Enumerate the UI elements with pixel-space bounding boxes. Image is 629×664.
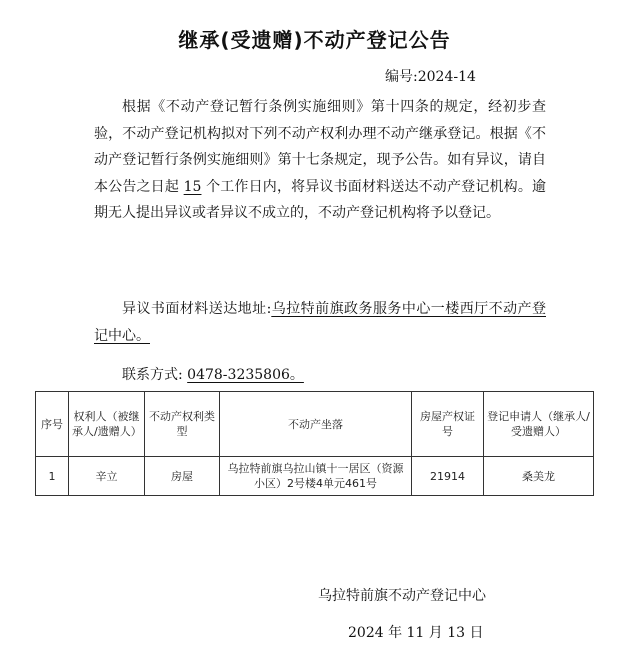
issuer-signature: 乌拉特前旗不动产登记中心 (318, 588, 486, 604)
objection-address-paragraph (94, 296, 546, 349)
objection-days: 15 (183, 178, 202, 195)
cell-location: 乌拉特前旗乌拉山镇十一居区（资源小区）2号楼4单元461号 (220, 457, 412, 496)
notice-paragraph-main (94, 94, 546, 227)
cell-right-holder: 辛立 (69, 457, 145, 496)
paragraph-text-b: 个工作日内，将异议书面材料送达不动产登记机构。逾期无人提出异议或者异议不成立的，不动产登记机构将予以登记。 (94, 178, 546, 221)
contact-phone: 0478-3235806。 (187, 367, 304, 383)
table-header-row (36, 392, 594, 457)
issue-date: 2024 年 11 月 13 日 (348, 625, 484, 641)
cell-applicant: 桑美龙 (484, 457, 594, 496)
header-certificate-no: 房屋产权证号 (412, 392, 484, 457)
table-row (36, 457, 594, 496)
address-label: 异议书面材料送达地址: (122, 301, 272, 317)
contact-paragraph (122, 362, 574, 389)
document-number: 编号:2024-14 (385, 69, 476, 85)
address-value: 乌拉特前旗政务服务中心一楼西厅不动产登记中心。 (94, 301, 546, 344)
header-location: 不动产坐落 (220, 392, 412, 457)
header-index: 序号 (36, 392, 69, 457)
notice-title: 继承(受遗赠)不动产登记公告 (178, 28, 451, 52)
property-table (35, 391, 594, 496)
cell-index: 1 (36, 457, 69, 496)
paragraph-text-a: 根据《不动产登记暂行条例实施细则》第十四条的规定，经初步查验，不动产登记机构拟对下列不动产权利办理不动产继承登记。根据《不动产登记暂行条例实施细则》第十七条规定，现予公告。如有异议，请自本公告之日起 (94, 99, 546, 195)
cell-right-type: 房屋 (145, 457, 220, 496)
contact-label: 联系方式: (122, 367, 188, 383)
cell-certificate-no: 21914 (412, 457, 484, 496)
header-right-holder: 权利人（被继承人/遗赠人） (69, 392, 145, 457)
header-right-type: 不动产权利类型 (145, 392, 220, 457)
header-applicant: 登记申请人（继承人/受遗赠人） (484, 392, 594, 457)
